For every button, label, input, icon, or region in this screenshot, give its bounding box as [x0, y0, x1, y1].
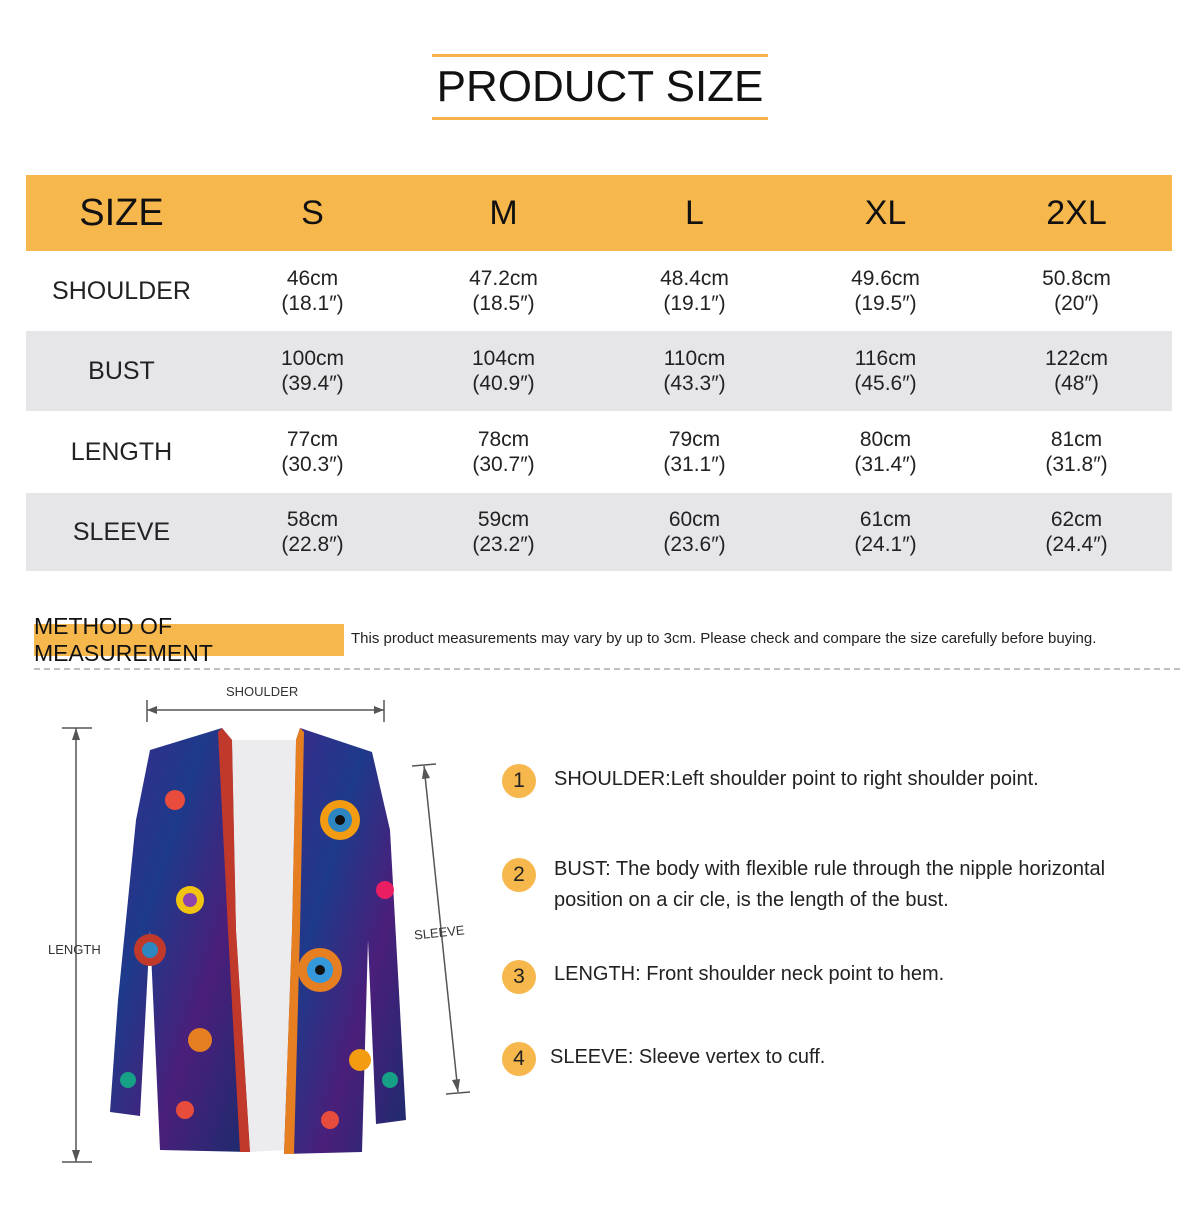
table-cell	[599, 251, 790, 331]
cell-cm: 104cm	[471, 347, 536, 370]
row-label: LENGTH	[70, 437, 173, 466]
header-xl: XL	[790, 175, 981, 251]
table-row-length	[26, 411, 1172, 493]
cell-inch: (31.8″)	[1045, 453, 1108, 476]
cell-inch: (30.3″)	[281, 453, 344, 476]
step-number-badge: 2	[502, 858, 536, 892]
cell-inch: (19.5″)	[854, 292, 917, 315]
step-number-badge: 3	[502, 960, 536, 994]
cell-inch: (48″)	[1054, 372, 1099, 395]
header-s: S	[217, 175, 408, 251]
cell-cm: 61cm	[859, 508, 912, 531]
measurement-disclaimer: This product measurements may vary by up to 3cm. Please check and compare the size carefully before buying.	[351, 630, 1097, 647]
table-cell	[981, 411, 1172, 493]
cell-inch: (19.1″)	[663, 292, 726, 315]
shoulder-dimension-line	[147, 700, 384, 722]
table-cell	[217, 411, 408, 493]
cell-cm: 59cm	[477, 508, 530, 531]
cell-cm: 81cm	[1050, 428, 1103, 451]
cell-inch: (31.4″)	[854, 453, 917, 476]
table-cell	[981, 331, 1172, 411]
size-table-header-row	[26, 175, 1172, 251]
table-cell	[408, 411, 599, 493]
table-cell	[217, 331, 408, 411]
cardigan-illustration	[0, 680, 480, 1200]
step-text: SHOULDER:Left shoulder point to right shoulder point.	[554, 768, 1039, 790]
cell-inch: (30.7″)	[472, 453, 535, 476]
page-title: PRODUCT SIZE	[436, 62, 764, 111]
cell-inch: (23.2″)	[472, 533, 535, 556]
sleeve-dimension-label: SLEEVE	[413, 922, 466, 943]
cell-cm: 110cm	[663, 347, 726, 370]
table-cell	[981, 493, 1172, 571]
header-m: M	[408, 175, 599, 251]
cell-cm: 47.2cm	[469, 267, 538, 290]
step-text: SLEEVE: Sleeve vertex to cuff.	[550, 1046, 826, 1068]
cell-cm: 48.4cm	[660, 267, 729, 290]
header-2xl: 2XL	[981, 175, 1172, 251]
cell-inch: (31.1″)	[663, 453, 726, 476]
table-cell	[408, 493, 599, 571]
step-text: BUST: The body with flexible rule through the nipple horizontal position on a cir cle, is the length of the bust.	[554, 858, 1106, 911]
table-row-sleeve	[26, 493, 1172, 571]
cell-inch: (18.5″)	[472, 292, 535, 315]
table-row-shoulder	[26, 251, 1172, 331]
cell-cm: 100cm	[280, 347, 345, 370]
cell-cm: 60cm	[668, 508, 721, 531]
cell-cm: 46cm	[286, 267, 339, 290]
cell-inch: (40.9″)	[472, 372, 535, 395]
cell-inch: (43.3″)	[663, 372, 726, 395]
row-label: SLEEVE	[26, 493, 217, 571]
step-text: LENGTH: Front shoulder neck point to hem.	[554, 963, 945, 985]
table-cell	[217, 251, 408, 331]
cell-inch: (18.1″)	[281, 292, 344, 315]
size-table	[26, 175, 1172, 571]
cell-inch: (23.6″)	[663, 533, 726, 556]
cardigan-garment	[110, 728, 406, 1154]
header-l: L	[599, 175, 790, 251]
cell-cm: 62cm	[1050, 508, 1103, 531]
cell-inch: (24.4″)	[1045, 533, 1108, 556]
cell-cm: 77cm	[286, 428, 339, 451]
table-cell	[790, 493, 981, 571]
table-cell	[599, 411, 790, 493]
cell-inch: (45.6″)	[854, 372, 917, 395]
row-label: SHOULDER	[52, 276, 191, 305]
cell-cm: 58cm	[286, 508, 339, 531]
table-cell	[217, 493, 408, 571]
cell-inch: (39.4″)	[281, 372, 344, 395]
cell-inch: (20″)	[1054, 292, 1099, 315]
cell-inch: (22.8″)	[281, 533, 344, 556]
table-cell	[408, 251, 599, 331]
shoulder-dimension-label: SHOULDER	[226, 684, 299, 699]
cell-inch: (24.1″)	[854, 533, 917, 556]
cell-cm: 50.8cm	[1042, 267, 1111, 290]
table-cell	[790, 331, 981, 411]
step-number-badge: 1	[502, 764, 536, 798]
cell-cm: 49.6cm	[851, 267, 920, 290]
cell-cm: 78cm	[477, 428, 530, 451]
cell-cm: 79cm	[668, 428, 721, 451]
cell-cm: 116cm	[854, 347, 917, 370]
product-size-title-box	[432, 54, 768, 120]
method-of-measurement-badge: METHOD OF MEASUREMENT	[34, 624, 344, 656]
step-number-badge: 4	[502, 1042, 536, 1076]
header-size: SIZE	[26, 175, 217, 251]
length-dimension-label: LENGTH	[48, 942, 101, 957]
row-label: BUST	[26, 331, 217, 411]
table-cell	[408, 331, 599, 411]
table-cell	[981, 251, 1172, 331]
table-cell	[790, 251, 981, 331]
table-cell	[599, 331, 790, 411]
table-cell	[790, 411, 981, 493]
cell-cm: 122cm	[1044, 347, 1109, 370]
table-row-bust	[26, 331, 1172, 411]
cell-cm: 80cm	[859, 428, 912, 451]
table-cell	[599, 493, 790, 571]
garment-measurement-diagram	[0, 680, 480, 1200]
dashed-divider	[34, 668, 1180, 670]
